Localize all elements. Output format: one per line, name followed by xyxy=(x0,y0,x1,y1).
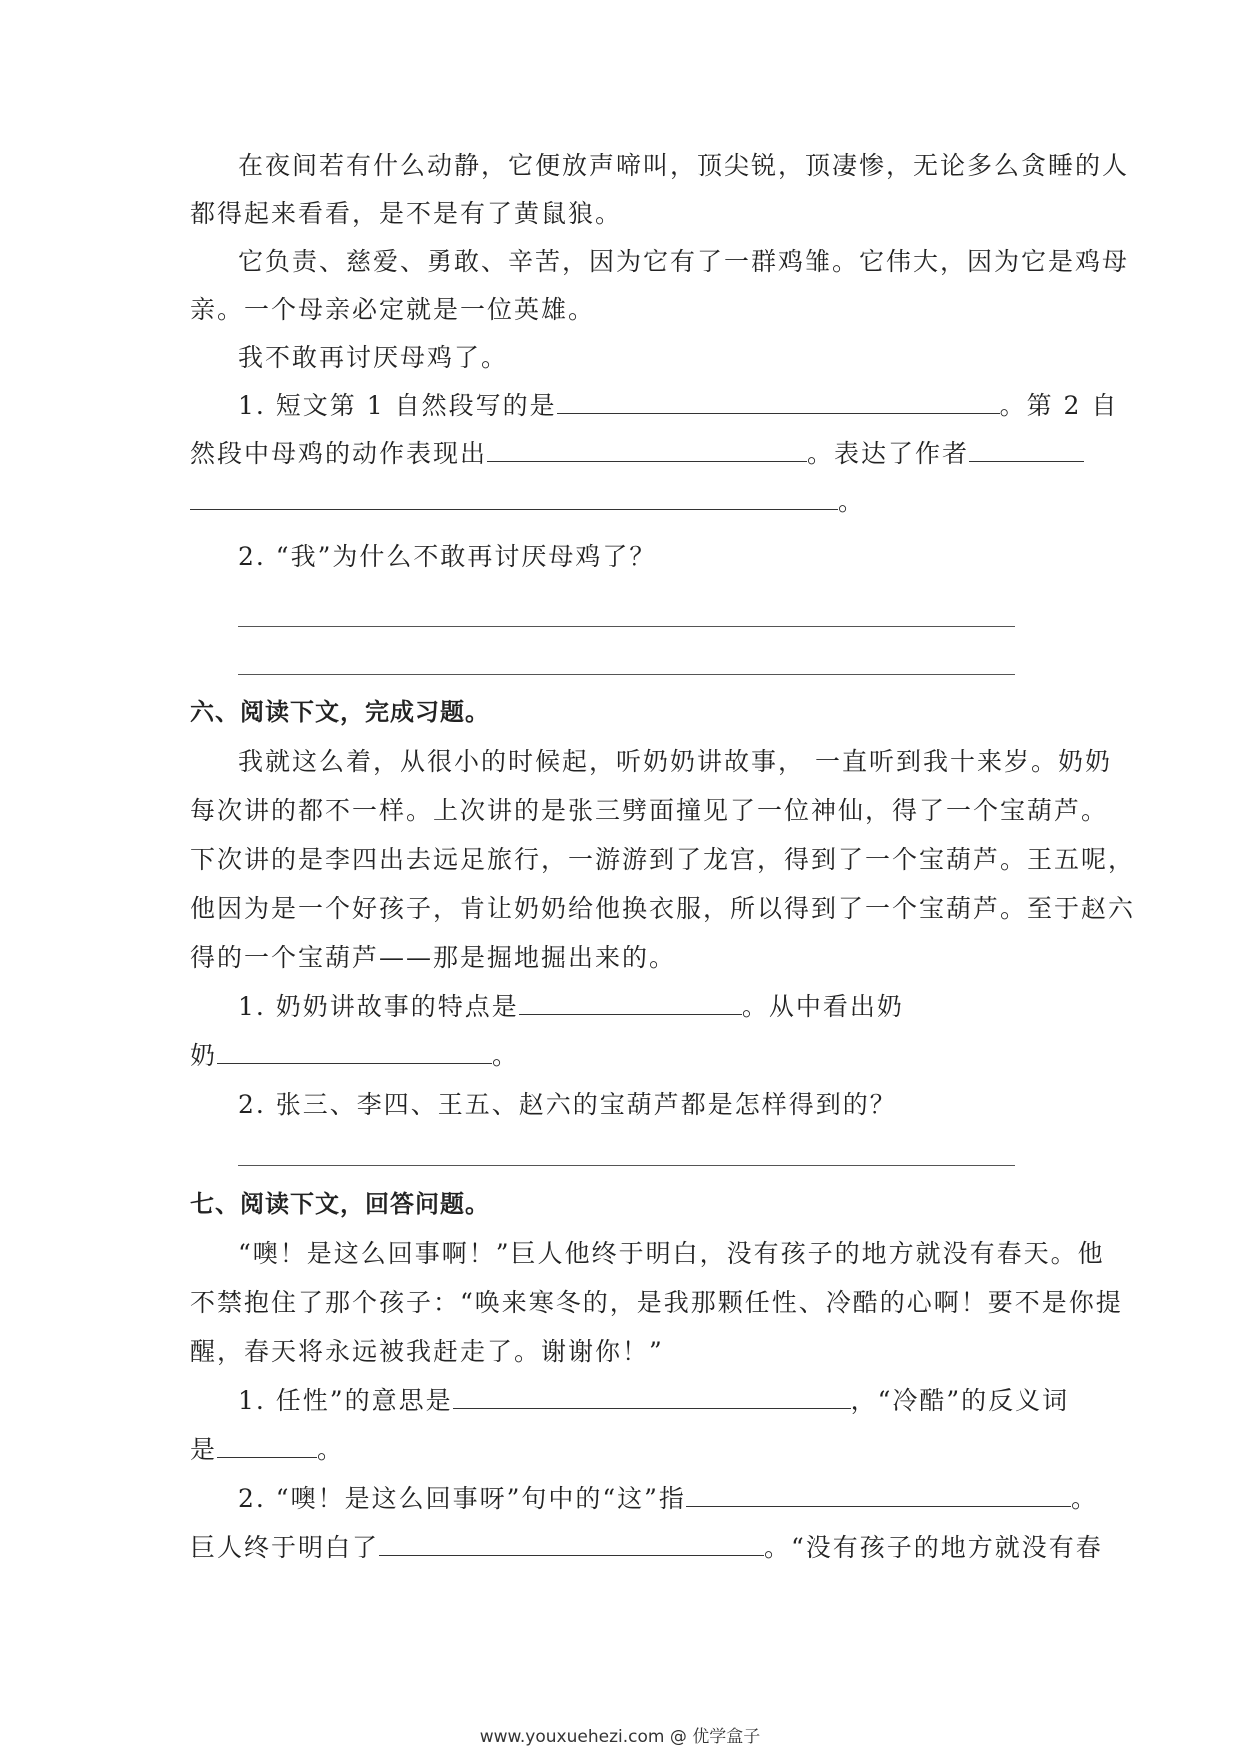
paragraph-line: 在夜间若有什么动静，它便放声啼叫，顶尖锐，顶凄惨，无论多么贪睡的人 xyxy=(238,151,1130,180)
question-text: 。 xyxy=(492,1041,520,1070)
answer-line[interactable] xyxy=(238,626,1015,627)
section-heading: 六、阅读下文，完成习题。 xyxy=(190,698,490,726)
question-line: 2. “我”为什么不敢再讨厌母鸡了？ xyxy=(238,542,657,571)
paragraph-line: 每次讲的都不一样。上次讲的是张三劈面撞见了一位神仙，得了一个宝葫芦。 xyxy=(190,796,1109,825)
answer-line[interactable] xyxy=(238,674,1015,675)
paragraph-line: 醒，春天将永远被我赶走了。谢谢你！” xyxy=(190,1337,664,1366)
question-text: 。第 2 自 xyxy=(999,391,1119,420)
paragraph-line: 亲。一个母亲必定就是一位英雄。 xyxy=(190,295,596,324)
question-text: 2. “噢！是这么回事呀”句中的“这”指 xyxy=(238,1484,686,1513)
answer-blank[interactable] xyxy=(379,1525,764,1556)
question-line xyxy=(238,1474,1098,1523)
paragraph-line: “噢！是这么回事啊！”巨人他终于明白，没有孩子的地方就没有春天。他 xyxy=(238,1239,1105,1268)
paragraph-line: 下次讲的是李四出去远足旅行，一游游到了龙宫，得到了一个宝葫芦。王五呢， xyxy=(190,845,1136,874)
question-text: 。“没有孩子的地方就没有春 xyxy=(764,1533,1103,1562)
question-text: ，“冷酷”的反义词 xyxy=(850,1386,1070,1415)
question-text: 。表达了作者 xyxy=(807,439,970,468)
paragraph-line: 得的一个宝葫芦——那是掘地掘出来的。 xyxy=(190,943,677,972)
question-line xyxy=(190,1523,1103,1572)
question-line xyxy=(190,429,1050,478)
question-line xyxy=(190,1425,1050,1474)
answer-blank[interactable] xyxy=(217,1033,492,1064)
answer-blank[interactable] xyxy=(557,383,1000,414)
question-text: 1. 任性”的意思是 xyxy=(238,1386,453,1415)
paragraph-line: 都得起来看看，是不是有了黄鼠狼。 xyxy=(190,199,623,228)
answer-blank[interactable] xyxy=(969,431,1084,462)
footer-watermark: www.youxuehezi.com @ 优学盒子 xyxy=(479,1727,761,1747)
section-heading: 七、阅读下文，回答问题。 xyxy=(190,1190,490,1218)
answer-blank[interactable] xyxy=(217,1427,317,1458)
question-text: 1. 奶奶讲故事的特点是 xyxy=(238,992,519,1021)
answer-line[interactable] xyxy=(238,1165,1015,1166)
question-text: 奶 xyxy=(190,1041,218,1070)
question-line: 2. 张三、李四、王五、赵六的宝葫芦都是怎样得到的？ xyxy=(238,1090,897,1119)
question-line xyxy=(190,477,1050,526)
question-text: 然段中母鸡的动作表现出 xyxy=(190,439,488,468)
paragraph-line: 不禁抱住了那个孩子：“唤来寒冬的，是我那颗任性、冷酷的心啊！要不是你提 xyxy=(190,1288,1123,1317)
answer-blank[interactable] xyxy=(190,479,838,510)
answer-blank[interactable] xyxy=(519,984,742,1015)
question-text: 。 xyxy=(838,487,866,516)
question-line xyxy=(238,982,1050,1031)
question-line xyxy=(238,381,1119,430)
paragraph-line: 我不敢再讨厌母鸡了。 xyxy=(238,343,509,372)
answer-blank[interactable] xyxy=(487,431,807,462)
answer-blank[interactable] xyxy=(686,1476,1071,1507)
question-text: 巨人终于明白了 xyxy=(190,1533,380,1562)
paragraph-line: 它负责、慈爱、勇敢、辛苦，因为它有了一群鸡雏。它伟大，因为它是鸡母 xyxy=(238,247,1130,276)
question-text: 是 xyxy=(190,1435,218,1464)
question-text: 。从中看出奶 xyxy=(741,992,904,1021)
question-line xyxy=(238,1376,1070,1425)
paragraph-line: 他因为是一个好孩子，肯让奶奶给他换衣服，所以得到了一个宝葫芦。至于赵六 xyxy=(190,894,1136,923)
paragraph-line: 我就这么着，从很小的时候起，听奶奶讲故事， 一直听到我十来岁。奶奶 xyxy=(238,747,1112,776)
question-text: 。 xyxy=(317,1435,345,1464)
question-text: 。 xyxy=(1070,1484,1098,1513)
question-line xyxy=(190,1031,1050,1080)
question-text: 1. 短文第 1 自然段写的是 xyxy=(238,391,557,420)
answer-blank[interactable] xyxy=(453,1378,851,1409)
